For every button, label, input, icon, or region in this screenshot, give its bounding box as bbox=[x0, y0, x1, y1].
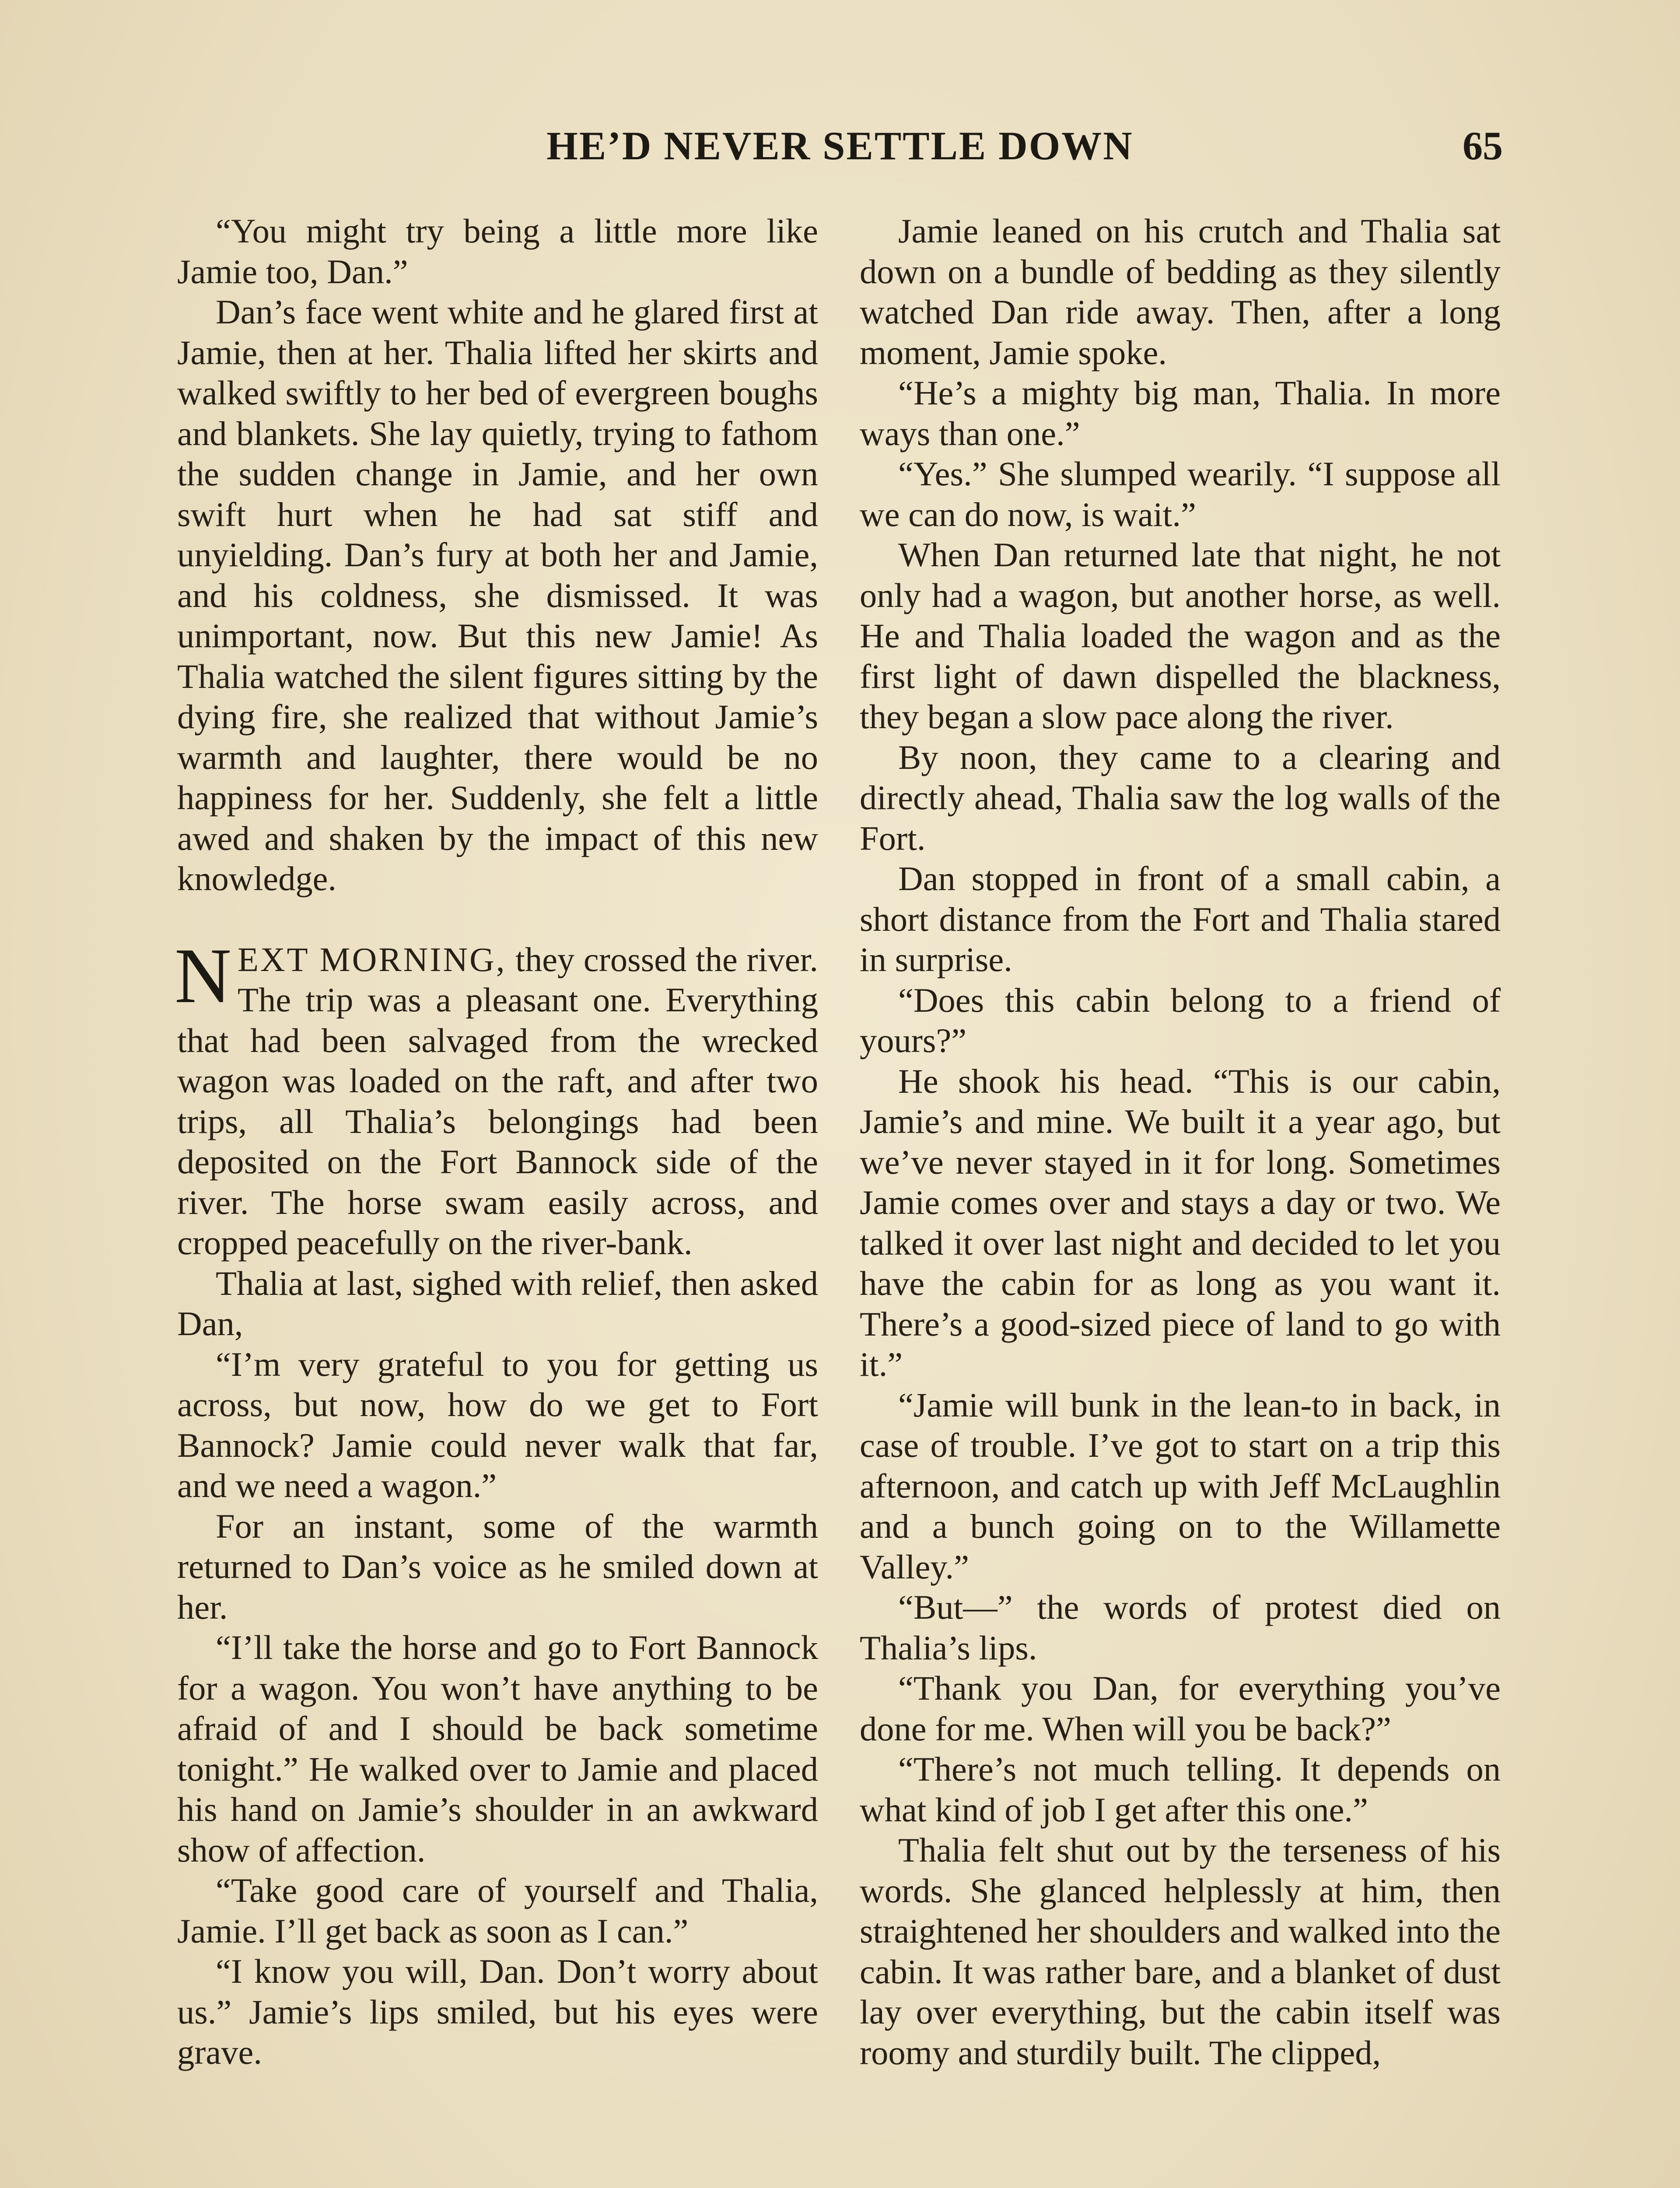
paragraph: “Jamie will bunk in the lean-to in back, in case of trouble. I’ve got to start on a trip this afternoon, and catch up with Jeff McLaughlin and a bunch going on to the Willamette Valley.” bbox=[860, 1385, 1501, 1586]
paragraph: By noon, they came to a clearing and directly ahead, Thalia saw the log walls of the Fort. bbox=[860, 738, 1501, 857]
paragraph: Jamie leaned on his crutch and Thalia sat down on a bundle of bedding as they silently watched Dan ride away. Then, after a long moment, Jamie spoke. bbox=[860, 212, 1501, 372]
running-title: HE’D NEVER SETTLE DOWN bbox=[546, 123, 1134, 168]
small-caps-lead: EXT MORNING, bbox=[238, 940, 507, 978]
paragraph: Dan stopped in front of a small cabin, a short distance from the Fort and Thalia stared in surprise. bbox=[860, 859, 1501, 978]
paragraph: For an instant, some of the warmth returned to Dan’s voice as he smiled down at her. bbox=[177, 1507, 818, 1626]
paragraph: “I’m very grateful to you for getting us across, but now, how do we get to Fort Bannock? Jamie could never walk that far, and we need a wagon.” bbox=[177, 1345, 818, 1504]
right-column bbox=[860, 211, 1501, 2073]
drop-cap: N bbox=[175, 932, 231, 1019]
paragraph: “Thank you Dan, for everything you’ve done for me. When will you be back?” bbox=[860, 1669, 1501, 1748]
paragraph: “You might try being a little more like Jamie too, Dan.” bbox=[177, 212, 818, 291]
paragraph: He shook his head. “This is our cabin, Jamie’s and mine. We built it a year ago, but we’ve never stayed in it for long. Sometimes Jamie comes over and stays a day or two. We talked it over last night and decided to let you have the cabin for as long as you want it. There’s a good-sized piece of land to go with it.” bbox=[860, 1062, 1501, 1383]
left-column bbox=[177, 211, 818, 2073]
paragraph-continuation: the river. The trip was a pleasant one. Everything that had been salvaged from the wrecked wagon was loaded on the raft, and after two trips, all Thalia’s belongings had been deposited on the Fort Bannock side of the river. The horse swam easily across, and cropped peacefully on the river-bank. bbox=[177, 940, 819, 1262]
section-opening-paragraph bbox=[175, 932, 819, 1263]
page-number: 65 bbox=[1463, 123, 1503, 168]
paragraph: Dan’s face went white and he glared first at Jamie, then at her. Thalia lifted her skirts and walked swiftly to her bed of evergreen boughs and blankets. She lay quietly, trying to fathom the sudden change in Jamie, and her own swift hurt when he had sat stiff and unyielding. Dan’s fury at both her and Jamie, and his coldness, she dismissed. It was unimportant, now. But this new Jamie! As Thalia watched the silent figures sitting by the dying fire, she realized that without Jamie’s warmth and laughter, there would be no happiness for her. Suddenly, she felt a little awed and shaken by the impact of this new knowledge. bbox=[177, 293, 818, 898]
paragraph: “He’s a mighty big man, Thalia. In more ways than one.” bbox=[860, 374, 1501, 452]
paragraph: “But—” the words of protest died on Thalia’s lips. bbox=[860, 1588, 1501, 1667]
page-header bbox=[0, 123, 1680, 175]
paragraph: “Take good care of yourself and Thalia, Jamie. I’ll get back as soon as I can.” bbox=[177, 1871, 818, 1950]
paragraph: “Yes.” She slumped wearily. “I suppose all we can do now, is wait.” bbox=[860, 455, 1501, 533]
paragraph: “There’s not much telling. It depends on what kind of job I get after this one.” bbox=[860, 1750, 1501, 1829]
paragraph: When Dan returned late that night, he not only had a wagon, but another horse, as well. He and Thalia loaded the wagon and as the first light of dawn dispelled the blackness, they began a slow pace along the river. bbox=[860, 536, 1501, 736]
paragraph: Thalia at last, sighed with relief, then asked Dan, bbox=[177, 1264, 818, 1343]
paragraph: Thalia felt shut out by the terseness of his words. She glanced helplessly at him, then straightened her shoulders and walked into the cabin. It was rather bare, and a blanket of dust lay over everything, but the cabin itself was roomy and sturdily built. The clipped, bbox=[860, 1831, 1501, 2072]
paragraph: “Does this cabin belong to a friend of yours?” bbox=[860, 981, 1501, 1059]
paragraph: “I know you will, Dan. Don’t worry about us.” Jamie’s lips smiled, but his eyes were grave. bbox=[177, 1952, 818, 2071]
paragraph: “I’ll take the horse and go to Fort Bannock for a wagon. You won’t have anything to be afraid of and I should be back sometime tonight.” He walked over to Jamie and placed his hand on Jamie’s shoulder in an awkward show of affection. bbox=[177, 1628, 818, 1869]
section-opening-text: they crossed bbox=[506, 940, 687, 978]
